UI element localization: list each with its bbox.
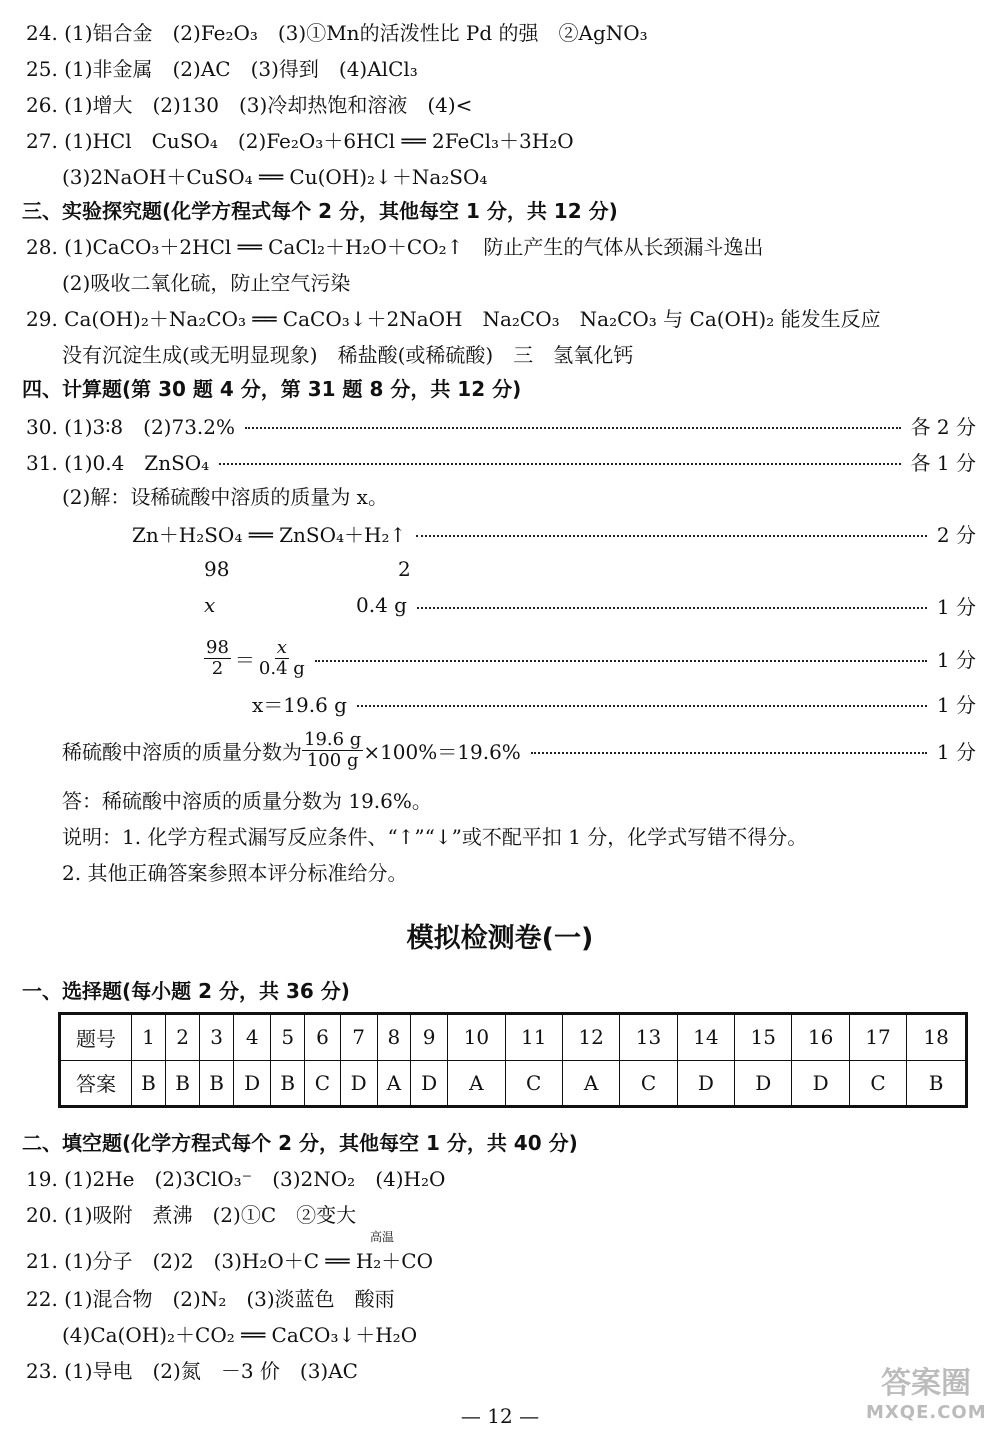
answer-cell: A (562, 1060, 619, 1107)
fraction-98-2 (204, 638, 231, 679)
score-proportion: 1 分 (936, 647, 976, 672)
x-value-row (252, 688, 976, 718)
question-number: 6 (305, 1014, 340, 1061)
question-number: 8 (377, 1014, 411, 1061)
answer-25: 25. (1)非金属 (2)AC (3)得到 (4)AlCl₃ (26, 57, 418, 81)
score-equation: 2 分 (936, 522, 976, 547)
answer-30-row (26, 410, 976, 440)
watermark (866, 1358, 986, 1438)
question-number: 11 (505, 1014, 562, 1061)
answer-cell: D (677, 1060, 734, 1107)
answer-cell: B (271, 1060, 305, 1107)
ratio-98: 98 (204, 557, 230, 581)
leader-dots (416, 535, 927, 537)
equation: Zn＋H₂SO₄ ══ ZnSO₄＋H₂↑ (132, 522, 407, 547)
answer-cell: B (907, 1060, 967, 1107)
leader-dots (245, 427, 901, 429)
answer-cell: C (305, 1060, 340, 1107)
score-31: 各 1 分 (910, 450, 976, 475)
question-number: 13 (620, 1014, 677, 1061)
answer-22-line2: (4)Ca(OH)₂＋CO₂ ══ CaCO₃↓＋H₂O (62, 1323, 418, 1347)
question-number: 14 (677, 1014, 734, 1061)
answer-cell: D (234, 1060, 271, 1107)
question-number: 10 (448, 1014, 505, 1061)
answer-cell: B (200, 1060, 234, 1107)
note-2: 2. 其他正确答案参照本评分标准给分。 (62, 861, 408, 885)
leader-dots (219, 463, 900, 465)
answer-28-part1: 28. (1)CaCO₃＋2HCl ══ CaCl₂＋H₂O＋CO₂↑ 防止产生的气体从长颈漏斗逸出 (26, 235, 764, 259)
score-30: 各 2 分 (910, 414, 976, 439)
answer-29-line2: 没有沉淀生成(或无明显现象) 稀盐酸(或稀硫酸) 三 氢氧化钙 (62, 343, 634, 367)
fraction-denominator: 100 g (306, 749, 359, 771)
leader-dots (531, 752, 927, 754)
answer-cell: B (166, 1060, 200, 1107)
answer-table (58, 1012, 968, 1108)
reaction-condition: 高温 (370, 1230, 395, 1244)
answer-cell: D (735, 1060, 792, 1107)
question-number: 4 (234, 1014, 271, 1061)
watermark-text: 答案圈 (881, 1366, 971, 1401)
question-number: 7 (340, 1014, 377, 1061)
question-number: 16 (792, 1014, 849, 1061)
ratio-0-4g: 0.4 g (356, 593, 407, 617)
answer-30: 30. (1)3∶8 (2)73.2% (26, 414, 236, 439)
score-mass-fraction: 1 分 (936, 739, 976, 764)
ratio-row (356, 590, 976, 620)
answer-22-line1: 22. (1)混合物 (2)N₂ (3)淡蓝色 酸雨 (26, 1287, 395, 1311)
section-2-heading: 二、填空题(化学方程式每个 2 分，其他每空 1 分，共 40 分) (22, 1131, 578, 1155)
answer-26: 26. (1)增大 (2)130 (3)冷却热饱和溶液 (4)< (26, 93, 473, 117)
answer-cell: D (340, 1060, 377, 1107)
answer-21: 21. (1)分子 (2)2 (3)H₂O＋C ══ H₂＋CO (26, 1249, 433, 1273)
answer-cell: C (620, 1060, 677, 1107)
fraction-numerator: 19.6 g (304, 728, 362, 750)
fraction-numerator: 98 (206, 636, 229, 658)
fraction-x-0-4g (259, 638, 305, 679)
mass-fraction-result: ×100%＝19.6% (363, 739, 521, 764)
leader-dots (357, 705, 927, 707)
page-number: — 12 — (460, 1404, 540, 1428)
answer-31-solution: (2)解：设稀硫酸中溶质的质量为 x。 (62, 485, 388, 509)
question-number-row (60, 1014, 967, 1061)
answer-24: 24. (1)铝合金 (2)Fe₂O₃ (3)①Mn的活泼性比 Pd 的强 ②AgNO₃ (26, 21, 648, 45)
ratio-x: x (204, 593, 216, 617)
score-x-value: 1 分 (936, 692, 976, 717)
question-number: 18 (907, 1014, 967, 1061)
answer-cell: A (377, 1060, 411, 1107)
watermark-url: MXQE.COM (866, 1402, 987, 1423)
answer-cell: B (132, 1060, 166, 1107)
section-3-heading: 三、实验探究题(化学方程式每个 2 分，其他每空 1 分，共 12 分) (22, 199, 618, 223)
final-answer: 答：稀硫酸中溶质的质量分数为 19.6%。 (62, 789, 432, 813)
answer-27-part3: (3)2NaOH＋CuSO₄ ══ Cu(OH)₂↓＋Na₂SO₄ (62, 165, 488, 189)
fraction-denominator: 2 (211, 657, 224, 679)
header-answer: 答案 (60, 1060, 132, 1107)
answer-row (60, 1060, 967, 1107)
question-number: 3 (200, 1014, 234, 1061)
score-ratio: 1 分 (936, 594, 976, 619)
answer-23: 23. (1)导电 (2)氮 －3 价 (3)AC (26, 1359, 358, 1383)
question-number: 9 (411, 1014, 448, 1061)
leader-dots (417, 607, 927, 609)
proportion-row (204, 636, 976, 680)
note-1: 说明：1. 化学方程式漏写反应条件、“↑”“↓”或不配平扣 1 分，化学式写错不得分。 (62, 825, 808, 849)
answer-cell: C (505, 1060, 562, 1107)
exam-title: 模拟检测卷(一) (406, 923, 594, 954)
question-number: 17 (849, 1014, 906, 1061)
answer-31: 31. (1)0.4 ZnSO₄ (26, 450, 210, 475)
question-number: 5 (271, 1014, 305, 1061)
answer-19: 19. (1)2He (2)3ClO₃⁻ (3)2NO₂ (4)H₂O (26, 1167, 446, 1191)
fraction-denominator: 0.4 g (258, 657, 305, 679)
equals-sign: ＝ (234, 647, 255, 672)
x-value: x＝19.6 g (252, 692, 347, 717)
answer-20: 20. (1)吸附 煮沸 (2)①C ②变大 (26, 1203, 357, 1227)
section-1-heading: 一、选择题(每小题 2 分，共 36 分) (22, 979, 350, 1003)
answer-cell: D (411, 1060, 448, 1107)
answer-31-row (26, 446, 976, 476)
mass-fraction-label: 稀硫酸中溶质的质量分数为 (62, 739, 302, 764)
answer-29-line1: 29. Ca(OH)₂＋Na₂CO₃ ══ CaCO₃↓＋2NaOH Na₂CO₃ Na₂CO₃ 与 Ca(OH)₂ 能发生反应 (26, 307, 881, 331)
mass-fraction-row (62, 728, 976, 772)
answer-28-part2: (2)吸收二氧化硫，防止空气污染 (62, 271, 351, 295)
equation-row (132, 518, 976, 548)
question-number: 1 (132, 1014, 166, 1061)
mass-fraction (302, 730, 363, 771)
question-number: 12 (562, 1014, 619, 1061)
question-number: 2 (166, 1014, 200, 1061)
answer-cell: C (849, 1060, 906, 1107)
answer-cell: D (792, 1060, 849, 1107)
header-question-number: 题号 (60, 1014, 132, 1061)
leader-dots (315, 660, 927, 662)
section-4-heading: 四、计算题(第 30 题 4 分，第 31 题 8 分，共 12 分) (22, 377, 522, 401)
question-number: 15 (735, 1014, 792, 1061)
fraction-numerator: x (276, 636, 287, 658)
answer-cell: A (448, 1060, 505, 1107)
answer-27-part1: 27. (1)HCl CuSO₄ (2)Fe₂O₃＋6HCl ══ 2FeCl₃＋3H₂O (26, 129, 574, 153)
ratio-2: 2 (398, 557, 411, 581)
